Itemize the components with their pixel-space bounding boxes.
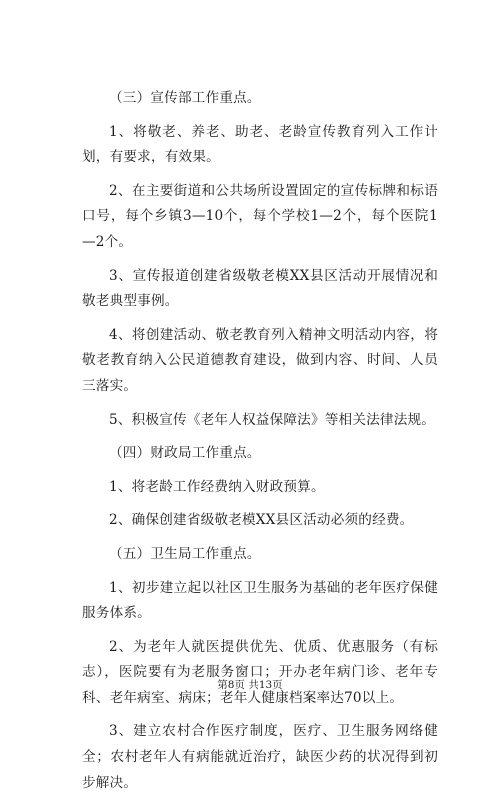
paragraph: 3、建立农村合作医疗制度，医疗、卫生服务网络健全；农村老年人有病能就近治疗，缺医少药的状况得到初步解决。 (82, 723, 438, 791)
paragraph: 1、将敬老、养老、助老、老龄宣传教育列入工作计划，有要求，有效果。 (82, 123, 438, 166)
section-heading-finance: （四）财政局工作重点。 (109, 445, 261, 462)
paragraph: 1、初步建立起以社区卫生服务为基础的老年医疗保健服务体系。 (82, 579, 438, 622)
paragraph: 2、为老年人就医提供优先、优质、优惠服务（有标志），医院要有为老服务窗口；开办老年病门诊、老年专科、老年病室、病床；老年人健康档案率达70以上。 (82, 638, 438, 706)
document-body (82, 86, 438, 804)
paragraph: 4、将创建活动、敬老教育列入精神文明活动内容，将敬老教育纳入公民道德教育建设，做到内容、时间、人员三落实。 (82, 326, 438, 394)
paragraph: 3、宣传报道创建省级敬老模XX县区活动开展情况和敬老典型事例。 (82, 267, 438, 310)
paragraph: 1、将老龄工作经费纳入财政预算。 (109, 478, 325, 495)
paragraph: 2、在主要街道和公共场所设置固定的宣传标牌和标语口号，每个乡镇3—10个，每个学校1—2个，每个医院1—2个。 (82, 182, 438, 250)
section-heading-health: （五）卫生局工作重点。 (109, 545, 261, 562)
paragraph: 5、积极宣传《老年人权益保障法》等相关法律法规。 (109, 411, 436, 428)
paragraph: 2、确保创建省级敬老模XX县区活动必须的经费。 (109, 512, 414, 529)
page-footer: 第8页 共13页 (217, 679, 283, 691)
section-heading-propaganda: （三）宣传部工作重点。 (109, 90, 261, 106)
